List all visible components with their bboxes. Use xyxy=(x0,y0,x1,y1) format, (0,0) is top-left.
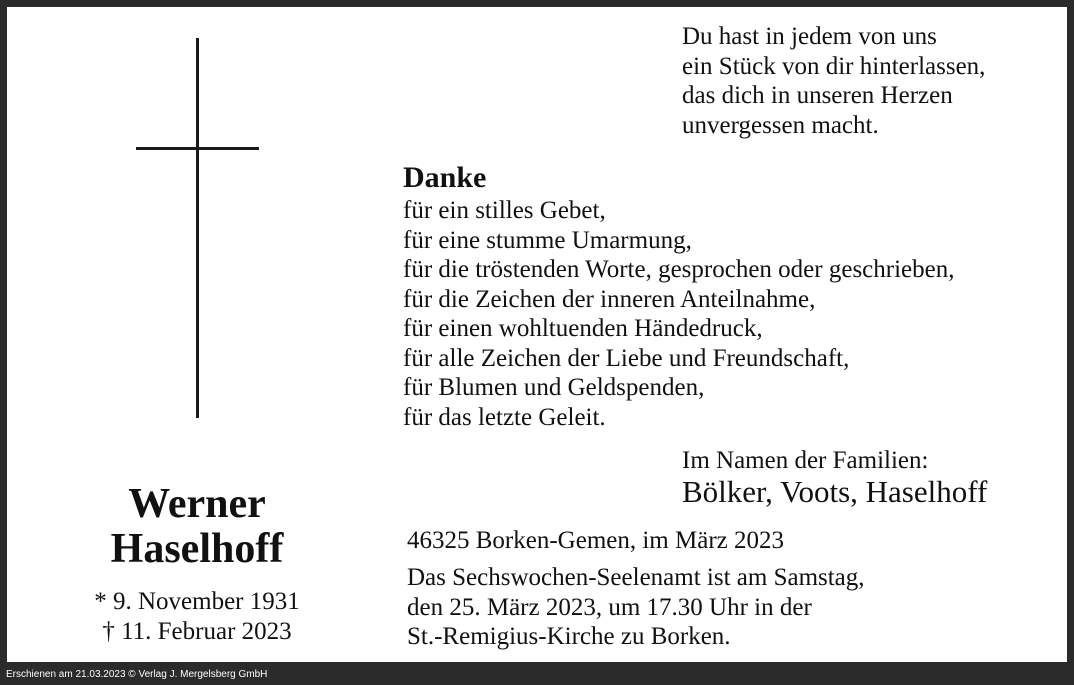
thanks-line: für Blumen und Geldspenden, xyxy=(403,374,705,401)
thanks-line: für eine stumme Umarmung, xyxy=(403,226,692,254)
cross-horizontal-bar xyxy=(136,147,259,150)
service-line: den 25. März 2023, um 17.30 Uhr in der xyxy=(407,593,812,621)
family-intro: Im Namen der Familien: xyxy=(682,447,929,474)
cross-vertical-bar xyxy=(196,38,199,418)
place-date: 46325 Borken-Gemen, im März 2023 xyxy=(407,527,785,554)
thanks-list xyxy=(403,196,955,432)
thanks-line: für die Zeichen der inneren Anteilnahme, xyxy=(403,285,816,313)
thanks-line: für das letzte Geleit. xyxy=(403,403,606,431)
thanks-line: für einen wohltuenden Händedruck, xyxy=(403,315,763,342)
thanks-heading: Danke xyxy=(403,161,487,194)
quote-line: Du hast in jedem von uns xyxy=(682,23,937,50)
death-date: † 11. Februar 2023 xyxy=(102,618,292,645)
thanks-line: für alle Zeichen der Liebe und Freundschaft, xyxy=(403,344,850,372)
memorial-quote xyxy=(682,22,985,140)
thanks-line: für die tröstenden Worte, gesprochen oder geschrieben, xyxy=(403,256,955,283)
quote-line: ein Stück von dir hinterlassen, xyxy=(682,52,986,80)
service-notice xyxy=(407,563,865,652)
birth-date: * 9. November 1931 xyxy=(94,588,300,615)
first-name: Werner xyxy=(128,481,266,527)
deceased-name xyxy=(47,482,347,572)
service-line: St.-Remigius-Kirche zu Borken. xyxy=(407,623,731,650)
life-dates xyxy=(47,587,347,647)
family-names: Bölker, Voots, Haselhoff xyxy=(682,474,988,509)
quote-line: unvergessen macht. xyxy=(682,111,879,139)
thanks-line: für ein stilles Gebet, xyxy=(403,197,606,224)
service-line: Das Sechswochen-Seelenamt ist am Samstag, xyxy=(407,564,865,591)
obituary-card xyxy=(7,7,1067,662)
publication-footer: Erschienen am 21.03.2023 © Verlag J. Mergelsberg GmbH xyxy=(6,669,268,680)
last-name: Haselhoff xyxy=(110,526,284,572)
quote-line: das dich in unseren Herzen xyxy=(682,82,953,109)
